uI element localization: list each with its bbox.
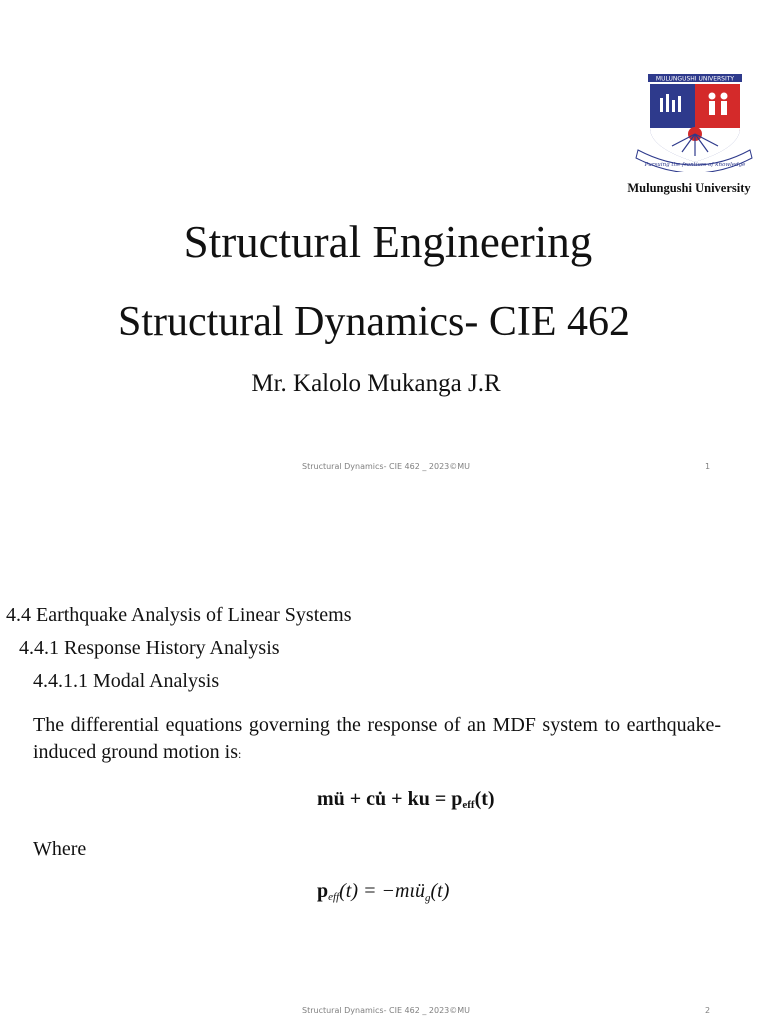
slide-footer xyxy=(0,1006,768,1020)
equation-2-rhs-2: (t) xyxy=(430,880,450,902)
equation-1-subscript: eff xyxy=(462,799,475,811)
section-heading: 4.4 Earthquake Analysis of Linear Systems xyxy=(6,604,352,626)
equation-2-p: p xyxy=(317,880,329,902)
logo-banner-text: MULUNGUSHI UNIVERSITY xyxy=(655,75,735,83)
page-number: 1 xyxy=(705,462,711,471)
paragraph-text: The differential equations governing the response of an MDF system to earthquake-induced ground motion is xyxy=(33,714,721,763)
content-slide xyxy=(0,512,768,1024)
author-name: Mr. Kalolo Mukanga J.R xyxy=(251,370,501,397)
university-name: Mulungushi University xyxy=(627,181,751,195)
slide-title: Structural Engineering xyxy=(183,217,593,267)
paragraph-colon: : xyxy=(237,747,242,761)
footer-text: Structural Dynamics- CIE 462 _ 2023©MU xyxy=(302,1006,471,1015)
footer-text: Structural Dynamics- CIE 462 _ 2023©MU xyxy=(302,462,471,471)
equation-1-lhs: mü + cu̇ + ku = p xyxy=(317,788,463,810)
equation-2-u: ü xyxy=(415,880,425,902)
equation-2-subscript: eff xyxy=(328,891,340,903)
page-number: 2 xyxy=(705,1006,711,1015)
equation-of-motion xyxy=(317,788,495,811)
subsubsection-heading: 4.4.1.1 Modal Analysis xyxy=(33,670,220,692)
body-paragraph xyxy=(33,712,721,768)
where-label: Where xyxy=(33,838,87,860)
course-title: Structural Dynamics- CIE 462 xyxy=(117,299,631,345)
effective-force-equation xyxy=(317,880,449,904)
university-logo-icon xyxy=(632,72,756,172)
equation-2-rhs-1: (t) = −m xyxy=(339,880,410,902)
subsection-heading: 4.4.1 Response History Analysis xyxy=(19,637,280,659)
equation-1-arg: (t) xyxy=(474,788,495,810)
logo-ribbon-text: Pursuing the frontiers of knowledge xyxy=(644,162,746,168)
slide-footer xyxy=(0,462,768,476)
equation-2-subscript-g: g xyxy=(425,892,431,904)
equation-2-iota: ι xyxy=(409,880,415,902)
